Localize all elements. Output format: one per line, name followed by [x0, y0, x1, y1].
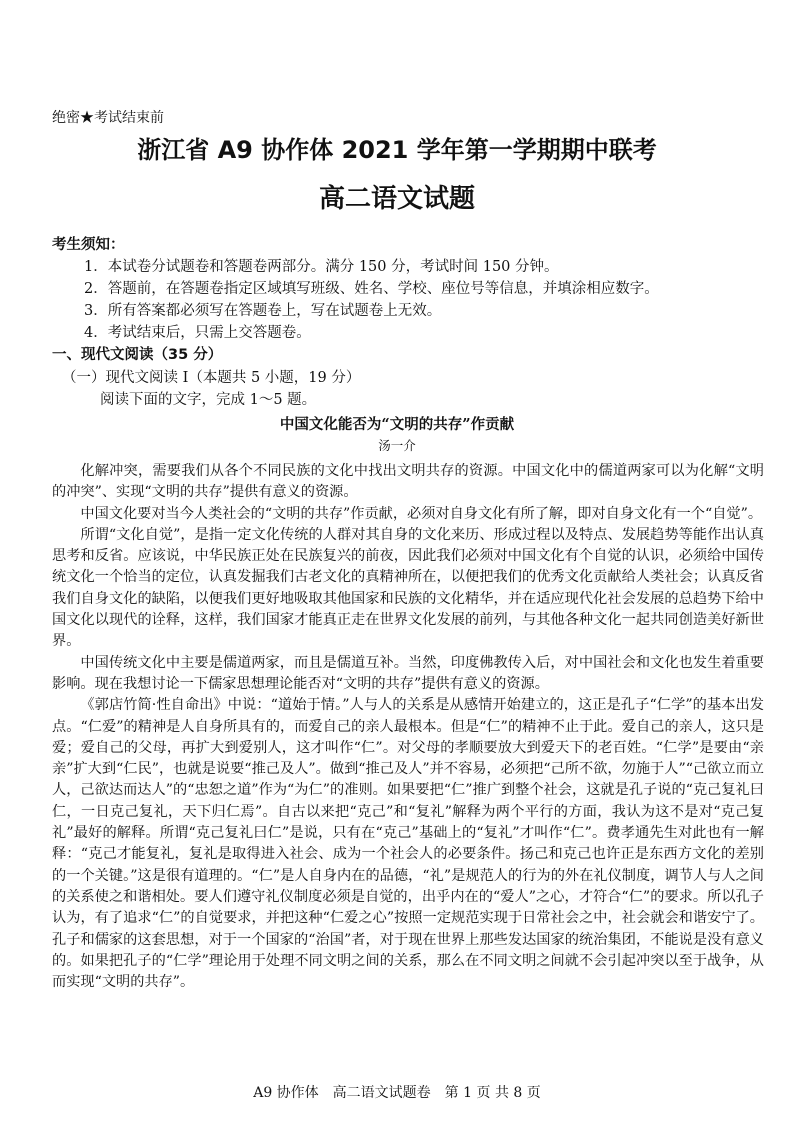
article-paragraph: 中国传统文化中主要是儒道两家，而且是儒道互补。当然，印度佛教传入后，对中国社会和文化也发生着重要影响。现在我想讨论一下儒家思想理论能否对“文明的共存”提供有意义的资源。 — [52, 654, 764, 692]
article-paragraph: 《郭店竹简·性自命出》中说：“道始于情。”人与人的关系是从感情开始建立的，这正是孔子“仁学”的基本出发点。“仁爱”的精神是人自身所具有的，而爱自己的亲人最根本。但是“仁”的精神不止于此。爱自己的亲人，这只是爱；爱自己的父母，再扩大到爱别人，这才叫作“仁”。对父母的孝顺要放大到爱天下的老百姓。“仁学”是要由“亲亲”扩大到“仁民”，也就是说要“推己及人”。做到“推己及人”并不容易，必须把“己所不欲，勿施于人”“己欲立而立人，己欲达而达人”的“忠恕之道”作为“为仁”的准则。如果要把“仁”推广到整个社会，这就是孔子说的“克己复礼曰仁，一日克己复礼，天下归仁焉”。自古以来把“克己”和“复礼”解释为两个平行的方面，我认为这不是对“克己复礼”最好的解释。所谓“克己复礼曰仁”是说，只有在“克己”基础上的“复礼”才叫作“仁”。费孝通先生对此也有一解释：“克己才能复礼，复礼是取得进入社会、成为一个社会人的必要条件。扬己和克己也许正是东西方文化的差别的一个关键。”这是很有道理的。“仁”是人自身内在的品德，“礼”是规范人的行为的外在礼仪制度，调节人与人之间的关系使之和谐相处。要人们遵守礼仪制度必须是自觉的，出乎内在的“爱人”之心，才符合“仁”的要求。所以孔子认为，有了追求“仁”的自觉要求，并把这种“仁爱之心”按照一定规范实现于日常社会之中，社会就会和谐安宁了。孔子和儒家的这套思想，对于一个国家的“治国”者，对于现在世界上那些发达国家的统治集团，不能说是没有意义的。如果把孔子的“仁学”理论用于处理不同文明之间的关系，那么在不同文明之间就不会引起冲突以至于战争，从而实现“文明的共存”。 — [52, 697, 764, 991]
article-paragraph: 化解冲突，需要我们从各个不同民族的文化中找出文明共存的资源。中国文化中的儒道两家可以为化解“文明的冲突”、实现“文明的共存”提供有意义的资源。 — [52, 463, 764, 501]
notice-heading: 考生须知： — [52, 237, 125, 253]
notice-list — [84, 256, 774, 344]
exam-title: 浙江省 A9 协作体 2021 学年第一学期期中联考 — [137, 136, 657, 164]
notice-item: 4．考试结束后，只需上交答题卷。 — [84, 325, 311, 341]
section-heading: 一、现代文阅读（35 分） — [52, 347, 223, 363]
subject-title: 高二语文试题 — [318, 184, 475, 214]
notice-item: 3．所有答案都必须写在答题卷上，写在试题卷上无效。 — [84, 303, 442, 319]
notice-item: 1．本试卷分试题卷和答题卷两部分。满分 150 分，考试时间 150 分钟。 — [84, 259, 559, 275]
article-paragraph: 中国文化要对当今人类社会的“文明的共存”作贡献，必须对自身文化有所了解，即对自身文化有一个“自觉”。 — [80, 505, 763, 522]
article-author: 汤一介 — [378, 438, 416, 453]
article-body — [52, 461, 764, 993]
part-heading: （一）现代文阅读 I（本题共 5 小题，19 分） — [62, 370, 361, 386]
page-footer: A9 协作体 高二语文试题卷 第 1 页 共 8 页 — [253, 1085, 541, 1101]
notice-item: 2．答题前，在答题卷指定区域填写班级、姓名、学校、座位号等信息，并填涂相应数字。 — [84, 281, 659, 297]
confidential-label: 绝密★考试结束前 — [52, 110, 164, 126]
article-title: 中国文化能否为“文明的共存”作贡献 — [279, 416, 515, 433]
reading-instruction: 阅读下面的文字，完成 1～5 题。 — [100, 392, 317, 408]
article-paragraph: 所谓“文化自觉”，是指一定文化传统的人群对其自身的文化来历、形成过程以及特点、发展趋势等能作出认真思考和反省。应该说，中华民族正处在民族复兴的前夜，因此我们必须对中国文化有个自觉的认识，必须给中国传统文化一个恰当的定位，认真发掘我们古老文化的真精神所在，以便把我们的优秀文化贡献给人类社会；认真反省我们自身文化的缺陷，以便我们更好地吸取其他国家和民族的文化精华，并在适应现代化社会发展的总趋势下给中国文化以现代的诠释，这样，我们国家才能真正走在世界文化发展的前列，与其他各种文化一起共同创造美好新世界。 — [52, 526, 764, 650]
